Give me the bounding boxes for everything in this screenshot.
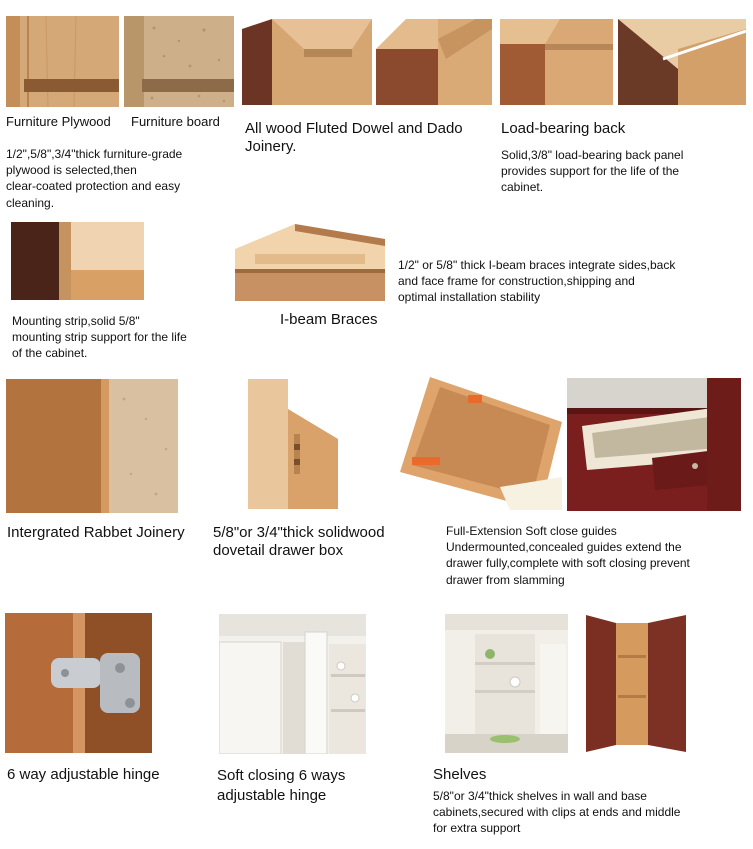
adjustable-hinge-photo xyxy=(5,613,152,753)
materials-description: 1/2",5/8",3/4"thick furniture-grade plywood is selected,then clear-coated protection and easy cleaning. xyxy=(6,147,183,210)
wall-cabinet-photo xyxy=(586,615,686,752)
soft-closing-hinge-photo xyxy=(219,614,366,754)
shelves-title: Shelves xyxy=(433,766,487,783)
dowel-joinery-photo-1 xyxy=(242,19,372,105)
furniture-board-label: Furniture board xyxy=(131,114,220,129)
load-bearing-back-title: Load-bearing back xyxy=(501,120,626,137)
rabbet-joinery-label: Intergrated Rabbet Joinery xyxy=(7,524,185,541)
dowel-joinery-photo-2 xyxy=(376,19,492,105)
load-bearing-back-photo-2 xyxy=(618,19,746,105)
dowel-joinery-title: All wood Fluted Dowel and Dado Joinery. xyxy=(245,120,463,155)
furniture-plywood-photo xyxy=(6,16,119,107)
load-bearing-back-description: Solid,3/8" load-bearing back panel provides support for the life of the cabinet. xyxy=(501,148,684,195)
i-beam-braces-label: I-beam Braces xyxy=(280,311,378,328)
dovetail-drawer-photo xyxy=(248,379,338,509)
furniture-board-photo xyxy=(124,16,234,107)
soft-close-guides-description: Full-Extension Soft close guides Undermounted,concealed guides extend the drawer fully,complete with soft closing prevent drawer from slamming xyxy=(446,524,690,587)
open-drawer-photo xyxy=(567,378,741,511)
adjustable-hinge-label: 6 way adjustable hinge xyxy=(7,766,160,783)
rabbet-joinery-photo xyxy=(6,379,178,513)
mounting-strip-photo xyxy=(11,220,144,300)
soft-close-guides-photo xyxy=(400,377,562,510)
shelves-kitchen-photo xyxy=(445,614,568,753)
dovetail-drawer-label: 5/8"or 3/4"thick solidwood dovetail drawer box xyxy=(213,524,385,559)
i-beam-braces-description: 1/2" or 5/8" thick I-beam braces integrate sides,back and face frame for construction,shipping and optimal installation stability xyxy=(398,258,676,305)
mounting-strip-description: Mounting strip,solid 5/8" mounting strip support for the life of the cabinet. xyxy=(12,314,187,361)
shelves-description: 5/8"or 3/4"thick shelves in wall and base cabinets,secured with clips at ends and middle for extra support xyxy=(433,789,681,836)
furniture-plywood-label: Furniture Plywood xyxy=(6,114,111,129)
i-beam-braces-photo xyxy=(235,224,385,301)
load-bearing-back-photo-1 xyxy=(500,19,613,105)
soft-closing-hinge-label: Soft closing 6 ways adjustable hinge xyxy=(217,767,346,804)
